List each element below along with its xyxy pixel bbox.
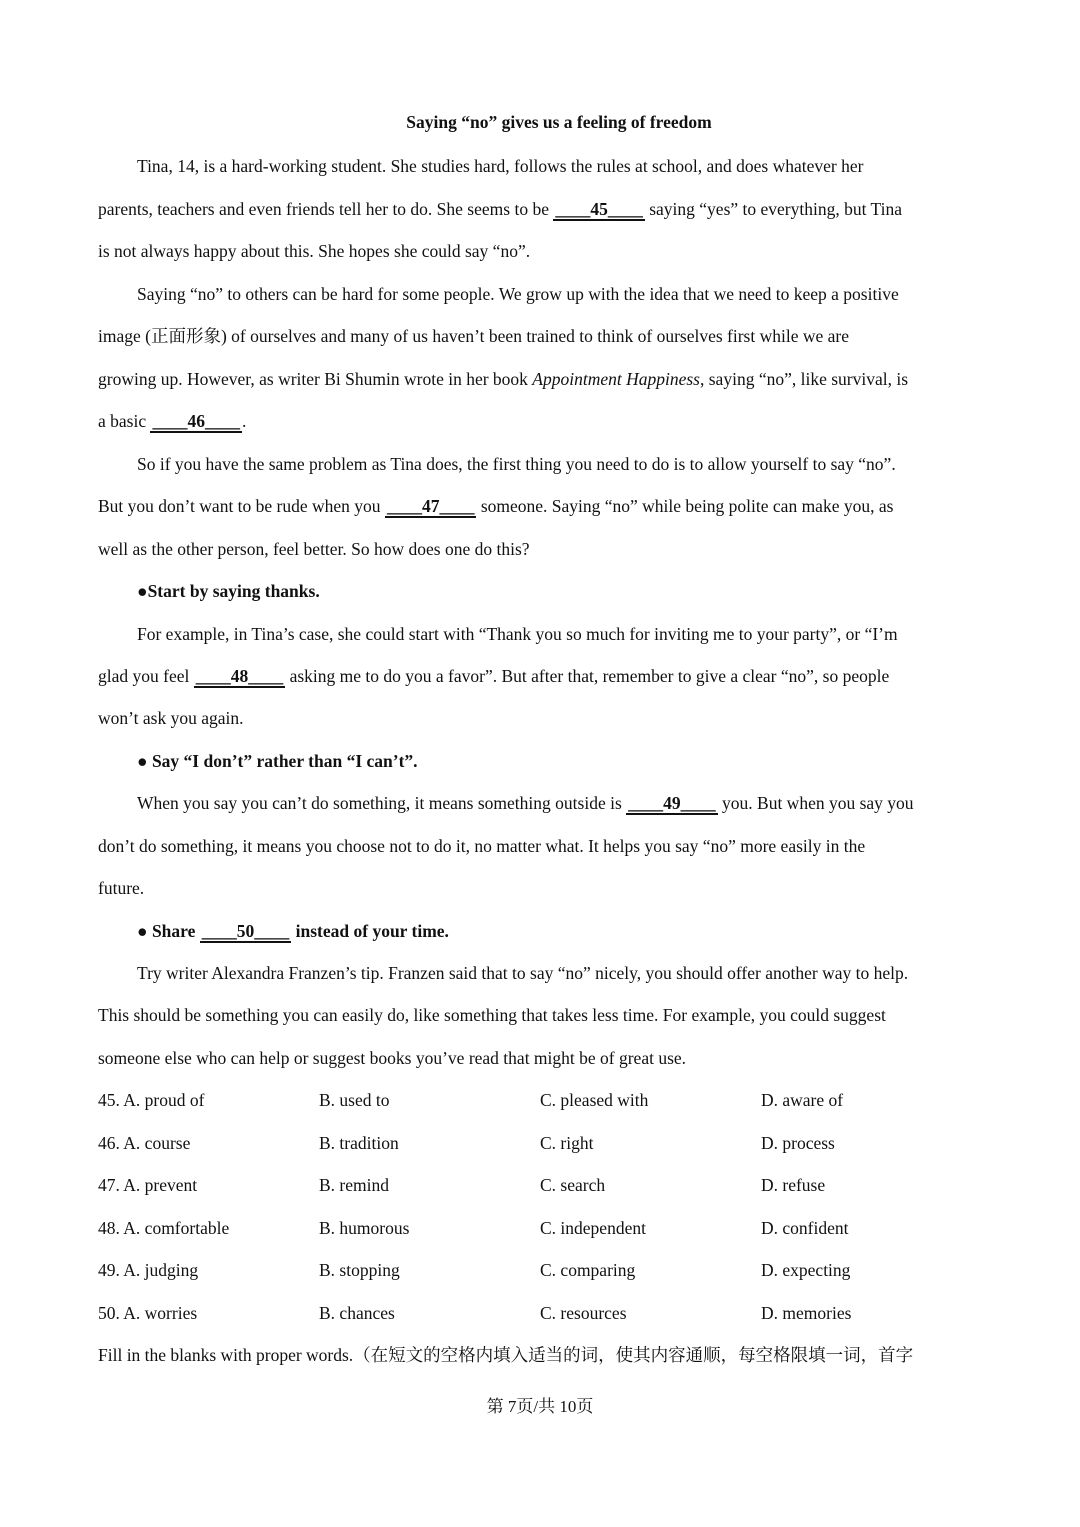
blank-50: ____50____ [201,921,290,941]
option-c: C. resources [540,1303,627,1323]
p2-line-1: Saying “no” to others can be hard for some people. We grow up with the idea that we need to keep a positive [137,284,899,304]
p6-line-1: Try writer Alexandra Franzen’s tip. Franzen said that to say “no” nicely, you should offer another way to help. [137,963,909,983]
text: . [241,411,247,431]
options-row-49 [98,1258,988,1282]
option-a: 48. A. comfortable [98,1218,230,1238]
option-d: D. expecting [761,1260,851,1280]
blank-47: ____47____ [386,496,475,516]
text: asking me to do you a favor”. But after that, remember to give a clear “no”, so people [285,666,890,686]
p3-line-2 [98,494,988,518]
blank-48: ____48____ [195,666,284,686]
text: saying “yes” to everything, but Tina [644,199,902,219]
blank-46: ____46____ [152,411,240,431]
p6-line-3: someone else who can help or suggest books you’ve read that might be of great use. [98,1048,687,1068]
text: But you don’t want to be rude when you [98,496,385,516]
p2-line-3 [98,367,988,391]
p5-line-2: don’t do something, it means you choose not to do it, no matter what. It helps you say “no” more easily in the [98,836,866,856]
book-title: Appointment Happiness [532,369,700,389]
text: you. But when you say you [717,793,914,813]
options-row-48 [98,1216,988,1240]
option-b: B. stopping [319,1260,400,1280]
text: ● Share [137,921,200,941]
page-number-footer: 第 7页/共 10页 [486,1397,594,1416]
option-a: 45. A. proud of [98,1090,205,1110]
p3-line-3: well as the other person, feel better. So how does one do this? [98,539,530,559]
blank-45: ____45____ [555,199,643,219]
p2-line-4 [98,409,988,433]
option-a: 49. A. judging [98,1260,199,1280]
text: someone. Saying “no” while being polite can make you, as [476,496,894,516]
p5-line-1 [137,791,1027,815]
text: a basic [98,411,151,431]
p1-line-2 [98,197,988,221]
tip-heading-3 [137,919,1027,943]
options-row-50 [98,1301,988,1325]
option-c: C. independent [540,1218,646,1238]
options-row-45 [98,1088,988,1112]
option-d: D. confident [761,1218,849,1238]
p2-line-2: image (正面形象) of ourselves and many of us haven’t been trained to think of ourselves first while we are [98,326,849,346]
option-c: C. pleased with [540,1090,649,1110]
text: glad you feel [98,666,194,686]
section-instruction: Fill in the blanks with proper words.（在短文的空格内填入适当的词，使其内容通顺，每空格限填一词，首字 [98,1345,914,1365]
option-c: C. right [540,1133,594,1153]
p1-line-1: Tina, 14, is a hard-working student. She studies hard, follows the rules at school, and does whatever her [137,156,864,176]
blank-49: ____49____ [628,793,716,813]
p6-line-2: This should be something you can easily do, like something that takes less time. For example, you could suggest [98,1005,886,1025]
tip-heading-1: ●Start by saying thanks. [137,581,320,601]
option-b: B. remind [319,1175,389,1195]
text: parents, teachers and even friends tell her to do. She seems to be [98,199,554,219]
option-d: D. memories [761,1303,852,1323]
text: , saying “no”, like survival, is [700,369,909,389]
option-d: D. refuse [761,1175,826,1195]
option-c: C. search [540,1175,606,1195]
p4-line-1: For example, in Tina’s case, she could start with “Thank you so much for inviting me to your party”, or “I’m [137,624,898,644]
tip-heading-2: ● Say “I don’t” rather than “I can’t”. [137,751,418,771]
text: When you say you can’t do something, it means something outside is [137,793,627,813]
option-a: 46. A. course [98,1133,191,1153]
text: instead of your time. [291,921,449,941]
p1-line-3: is not always happy about this. She hopes she could say “no”. [98,241,531,261]
option-b: B. used to [319,1090,390,1110]
p4-line-3: won’t ask you again. [98,708,244,728]
options-row-46 [98,1131,988,1155]
option-b: B. humorous [319,1218,410,1238]
options-row-47 [98,1173,988,1197]
option-d: D. aware of [761,1090,844,1110]
p5-line-3: future. [98,878,145,898]
option-b: B. chances [319,1303,395,1323]
option-a: 50. A. worries [98,1303,198,1323]
option-b: B. tradition [319,1133,399,1153]
p4-line-2 [98,664,988,688]
option-a: 47. A. prevent [98,1175,198,1195]
text: growing up. However, as writer Bi Shumin wrote in her book [98,369,533,389]
option-c: C. comparing [540,1260,636,1280]
option-d: D. process [761,1133,835,1153]
p3-line-1: So if you have the same problem as Tina does, the first thing you need to do is to allow yourself to say “no”. [137,454,896,474]
passage-title: Saying “no” gives us a feeling of freedom [406,112,712,132]
